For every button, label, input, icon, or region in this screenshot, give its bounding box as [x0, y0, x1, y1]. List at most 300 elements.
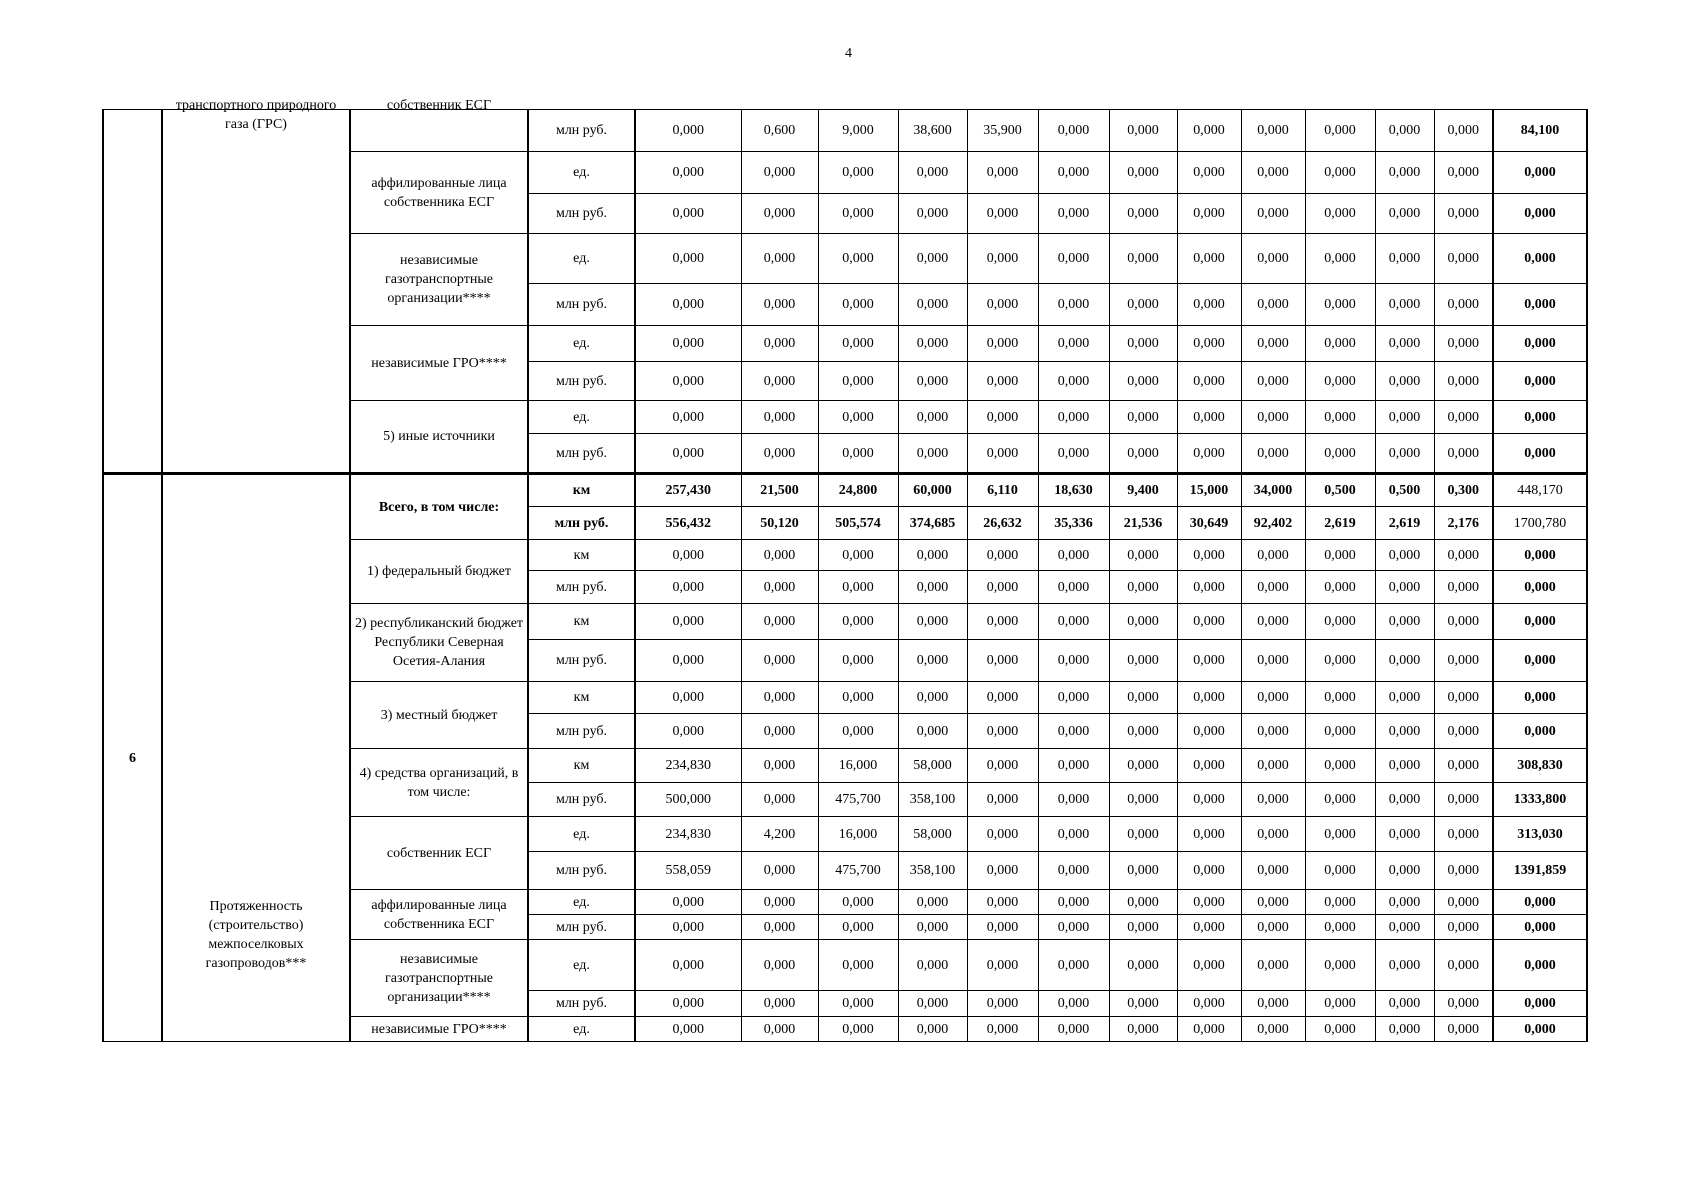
funding-source-cell: [350, 749, 528, 817]
value-cell: 0,000: [1305, 434, 1375, 474]
value-cell: 0,000: [818, 991, 898, 1017]
value-cell: 358,100: [898, 852, 967, 890]
value-cell: 0,000: [635, 284, 741, 326]
value-cell: 0,000: [1038, 604, 1109, 640]
value-cell: 0,000: [1305, 852, 1375, 890]
value-cell: 0,000: [898, 682, 967, 714]
value-cell: 0,000: [1434, 401, 1493, 434]
value-cell: 0,000: [818, 940, 898, 991]
value-cell: 0,000: [1038, 915, 1109, 940]
value-cell: 0,000: [1038, 401, 1109, 434]
value-cell: 0,000: [741, 234, 818, 284]
table-body: [103, 98, 1587, 1042]
value-cell: 50,120: [741, 507, 818, 540]
value-cell: 0,000: [818, 362, 898, 401]
value-cell: 26,632: [967, 507, 1038, 540]
value-cell: 0,000: [1305, 783, 1375, 817]
value-cell: 0,000: [1109, 714, 1177, 749]
value-cell: 0,000: [741, 991, 818, 1017]
value-cell: 0,000: [898, 604, 967, 640]
value-cell: 0,000: [898, 401, 967, 434]
value-cell: 0,000: [635, 915, 741, 940]
funding-source-cell: [350, 234, 528, 326]
value-cell: 0,000: [1434, 817, 1493, 852]
value-cell: 0,000: [1434, 152, 1493, 194]
value-cell: 0,000: [1109, 152, 1177, 194]
value-cell: 0,000: [1305, 540, 1375, 571]
value-cell: 0,000: [1109, 326, 1177, 362]
value-cell: 0,000: [1241, 194, 1305, 234]
unit-cell: ед.: [528, 1017, 635, 1042]
value-cell: 0,000: [967, 749, 1038, 783]
value-cell: 0,000: [1305, 714, 1375, 749]
value-cell: 0,000: [1109, 234, 1177, 284]
value-cell: 0,000: [1177, 571, 1241, 604]
value-cell: 0,000: [1241, 890, 1305, 915]
total-cell: 84,100: [1493, 110, 1587, 152]
value-cell: 0,000: [635, 326, 741, 362]
value-cell: 0,000: [1434, 540, 1493, 571]
funding-source: 4) средства организаций, в том числе:: [359, 765, 519, 800]
value-cell: 0,000: [635, 540, 741, 571]
unit-cell: ед.: [528, 234, 635, 284]
value-cell: 0,000: [1177, 890, 1241, 915]
funding-source-cell: [350, 540, 528, 604]
value-cell: 0,000: [967, 571, 1038, 604]
unit-cell: км: [528, 749, 635, 783]
value-cell: 0,000: [898, 234, 967, 284]
value-cell: 0,000: [741, 194, 818, 234]
value-cell: 0,000: [967, 284, 1038, 326]
value-cell: 0,000: [1375, 940, 1434, 991]
value-cell: 0,000: [1241, 940, 1305, 991]
value-cell: 358,100: [898, 783, 967, 817]
value-cell: 58,000: [898, 749, 967, 783]
value-cell: 34,000: [1241, 474, 1305, 507]
indicator-name: Протяженность (строительство) межпоселковых газопроводов***: [205, 899, 307, 971]
value-cell: 0,000: [1375, 234, 1434, 284]
value-cell: 0,000: [898, 915, 967, 940]
value-cell: 0,000: [898, 571, 967, 604]
value-cell: 0,000: [1434, 284, 1493, 326]
value-cell: 0,000: [818, 434, 898, 474]
value-cell: 0,000: [1241, 915, 1305, 940]
value-cell: 0,000: [1038, 991, 1109, 1017]
value-cell: 0,000: [1177, 783, 1241, 817]
unit-cell: км: [528, 540, 635, 571]
unit-cell: млн руб.: [528, 783, 635, 817]
value-cell: 0,000: [967, 234, 1038, 284]
value-cell: 0,000: [1305, 604, 1375, 640]
value-cell: 0,000: [1375, 604, 1434, 640]
value-cell: 374,685: [898, 507, 967, 540]
value-cell: 0,000: [818, 540, 898, 571]
value-cell: 0,000: [1241, 401, 1305, 434]
total-cell: 308,830: [1493, 749, 1587, 783]
value-cell: 0,000: [741, 362, 818, 401]
value-cell: 0,000: [1038, 326, 1109, 362]
value-cell: 0,000: [1109, 1017, 1177, 1042]
funding-source: 2) республиканский бюджет Республики Северная Осетия-Алания: [354, 616, 524, 669]
total-cell: 0,000: [1493, 194, 1587, 234]
value-cell: 0,000: [1434, 749, 1493, 783]
value-cell: 0,000: [898, 991, 967, 1017]
value-cell: 0,000: [1375, 783, 1434, 817]
value-cell: 0,000: [635, 640, 741, 682]
value-cell: 0,000: [967, 852, 1038, 890]
value-cell: 0,000: [818, 284, 898, 326]
value-cell: 0,000: [1038, 434, 1109, 474]
funding-source: независимые ГРО****: [371, 355, 507, 371]
value-cell: 0,000: [1177, 284, 1241, 326]
value-cell: 0,000: [741, 640, 818, 682]
value-cell: 0,000: [1038, 540, 1109, 571]
value-cell: 0,000: [967, 152, 1038, 194]
value-cell: 0,000: [1375, 110, 1434, 152]
value-cell: 0,000: [818, 571, 898, 604]
unit-cell: ед.: [528, 152, 635, 194]
unit-cell: ед.: [528, 401, 635, 434]
value-cell: 2,176: [1434, 507, 1493, 540]
value-cell: 0,000: [1038, 783, 1109, 817]
unit-cell: ед.: [528, 940, 635, 991]
value-cell: 0,000: [635, 401, 741, 434]
unit-cell: млн руб.: [528, 362, 635, 401]
value-cell: 0,000: [1305, 571, 1375, 604]
unit-cell: км: [528, 682, 635, 714]
value-cell: 0,000: [1305, 326, 1375, 362]
total-cell: 0,000: [1493, 940, 1587, 991]
unit-cell: млн руб.: [528, 852, 635, 890]
value-cell: 0,000: [967, 817, 1038, 852]
total-cell: 0,000: [1493, 234, 1587, 284]
value-cell: 0,000: [898, 326, 967, 362]
value-cell: 0,000: [1038, 362, 1109, 401]
value-cell: 0,000: [1305, 682, 1375, 714]
funding-source-cell: [350, 474, 528, 540]
value-cell: 0,000: [1241, 640, 1305, 682]
value-cell: 0,000: [635, 991, 741, 1017]
value-cell: 0,000: [967, 604, 1038, 640]
value-cell: 0,000: [741, 401, 818, 434]
funding-source-cell: [350, 1017, 528, 1042]
value-cell: 0,000: [635, 682, 741, 714]
value-cell: 0,000: [898, 890, 967, 915]
item-number-cell: [103, 110, 162, 474]
value-cell: 0,000: [1177, 234, 1241, 284]
value-cell: 0,000: [635, 571, 741, 604]
value-cell: 30,649: [1177, 507, 1241, 540]
value-cell: 0,000: [1241, 682, 1305, 714]
value-cell: 0,000: [1177, 1017, 1241, 1042]
value-cell: 0,000: [967, 714, 1038, 749]
total-cell: 0,000: [1493, 682, 1587, 714]
value-cell: 0,000: [967, 540, 1038, 571]
value-cell: 0,000: [1375, 890, 1434, 915]
value-cell: 0,000: [1434, 940, 1493, 991]
value-cell: 16,000: [818, 749, 898, 783]
value-cell: 0,000: [1038, 152, 1109, 194]
value-cell: 0,000: [1375, 991, 1434, 1017]
value-cell: 0,300: [1434, 474, 1493, 507]
value-cell: 0,000: [967, 682, 1038, 714]
total-cell: 0,000: [1493, 362, 1587, 401]
value-cell: 0,000: [1375, 401, 1434, 434]
value-cell: 0,000: [1375, 194, 1434, 234]
investment-table: [102, 98, 1588, 1042]
value-cell: 0,000: [1305, 284, 1375, 326]
unit-cell: км: [528, 474, 635, 507]
value-cell: 16,000: [818, 817, 898, 852]
value-cell: 0,000: [898, 940, 967, 991]
value-cell: 0,000: [1434, 362, 1493, 401]
value-cell: 0,000: [1109, 604, 1177, 640]
value-cell: 0,000: [1038, 940, 1109, 991]
indicator-cell: [162, 474, 350, 1042]
unit-cell: млн руб.: [528, 714, 635, 749]
investment-table-wrapper: [102, 98, 1586, 1115]
value-cell: 0,000: [1109, 540, 1177, 571]
value-cell: 0,000: [1375, 434, 1434, 474]
value-cell: 0,000: [741, 434, 818, 474]
value-cell: 0,000: [1109, 640, 1177, 682]
value-cell: 0,000: [1375, 362, 1434, 401]
value-cell: 0,000: [1038, 714, 1109, 749]
funding-source: 5) иные источники: [383, 429, 495, 444]
value-cell: 0,000: [1305, 940, 1375, 991]
total-cell: 0,000: [1493, 401, 1587, 434]
value-cell: 0,000: [818, 401, 898, 434]
value-cell: 0,000: [1241, 714, 1305, 749]
funding-source-cell: [350, 401, 528, 474]
value-cell: 0,000: [1375, 1017, 1434, 1042]
value-cell: 0,000: [898, 714, 967, 749]
funding-source: собственник ЕСГ: [386, 845, 492, 861]
value-cell: 0,000: [1434, 326, 1493, 362]
total-cell: 0,000: [1493, 915, 1587, 940]
value-cell: 0,000: [818, 915, 898, 940]
funding-source: аффилированные лица собственника ЕСГ: [371, 897, 507, 932]
total-cell: 0,000: [1493, 1017, 1587, 1042]
value-cell: 0,000: [1177, 817, 1241, 852]
value-cell: 0,000: [1038, 817, 1109, 852]
value-cell: 0,000: [1241, 234, 1305, 284]
value-cell: 0,000: [1305, 1017, 1375, 1042]
value-cell: 0,000: [1434, 783, 1493, 817]
value-cell: 0,000: [1375, 714, 1434, 749]
value-cell: 0,000: [1434, 915, 1493, 940]
value-cell: 0,000: [967, 940, 1038, 991]
value-cell: 0,000: [1177, 940, 1241, 991]
value-cell: 0,000: [967, 194, 1038, 234]
value-cell: 0,000: [1038, 640, 1109, 682]
value-cell: 0,000: [1375, 817, 1434, 852]
value-cell: 15,000: [1177, 474, 1241, 507]
value-cell: 0,000: [1305, 915, 1375, 940]
funding-source-cell: [350, 890, 528, 940]
value-cell: 0,000: [1177, 152, 1241, 194]
total-cell: 1333,800: [1493, 783, 1587, 817]
unit-cell: млн руб.: [528, 507, 635, 540]
value-cell: 6,110: [967, 474, 1038, 507]
value-cell: 0,000: [1305, 749, 1375, 783]
value-cell: 0,000: [1434, 110, 1493, 152]
value-cell: 0,000: [898, 434, 967, 474]
funding-source: 3) местный бюджет: [380, 707, 498, 723]
value-cell: 0,000: [1177, 714, 1241, 749]
value-cell: 0,000: [898, 284, 967, 326]
value-cell: 0,000: [1241, 110, 1305, 152]
value-cell: 4,200: [741, 817, 818, 852]
value-cell: 475,700: [818, 852, 898, 890]
value-cell: 0,000: [1109, 284, 1177, 326]
value-cell: 0,000: [1109, 571, 1177, 604]
total-cell: 0,000: [1493, 991, 1587, 1017]
value-cell: 0,000: [1109, 682, 1177, 714]
value-cell: 0,000: [1434, 434, 1493, 474]
value-cell: 234,830: [635, 749, 741, 783]
value-cell: 0,000: [1305, 401, 1375, 434]
value-cell: 0,000: [741, 783, 818, 817]
value-cell: 0,000: [818, 682, 898, 714]
value-cell: 0,000: [1241, 991, 1305, 1017]
indicator-cut-text: транспортного природного: [175, 98, 337, 113]
funding-source-cell: [350, 940, 528, 1017]
total-cell: 0,000: [1493, 434, 1587, 474]
value-cell: 0,000: [967, 434, 1038, 474]
value-cell: 0,000: [1177, 540, 1241, 571]
value-cell: 0,000: [1177, 401, 1241, 434]
funding-source: собственник ЕСГ: [386, 98, 492, 113]
value-cell: 0,000: [1038, 749, 1109, 783]
unit-cell: млн руб.: [528, 194, 635, 234]
value-cell: 257,430: [635, 474, 741, 507]
value-cell: 0,000: [1241, 749, 1305, 783]
value-cell: 0,000: [1109, 940, 1177, 991]
value-cell: 0,000: [635, 152, 741, 194]
funding-source: независимые газотранспортные организации****: [385, 951, 493, 1005]
value-cell: 0,000: [741, 915, 818, 940]
value-cell: 0,000: [741, 571, 818, 604]
value-cell: 0,000: [1177, 915, 1241, 940]
value-cell: 0,000: [635, 194, 741, 234]
value-cell: 0,600: [741, 110, 818, 152]
value-cell: 21,536: [1109, 507, 1177, 540]
value-cell: 0,000: [1434, 852, 1493, 890]
value-cell: 0,000: [1375, 284, 1434, 326]
value-cell: 0,000: [741, 152, 818, 194]
value-cell: 0,000: [1434, 604, 1493, 640]
value-cell: 0,000: [1305, 234, 1375, 284]
value-cell: 0,000: [1177, 682, 1241, 714]
value-cell: 556,432: [635, 507, 741, 540]
value-cell: 475,700: [818, 783, 898, 817]
funding-source-cell: [350, 326, 528, 401]
value-cell: 0,000: [1109, 110, 1177, 152]
value-cell: 0,000: [898, 1017, 967, 1042]
value-cell: 0,000: [741, 284, 818, 326]
unit-cell: ед.: [528, 817, 635, 852]
total-cell: 0,000: [1493, 604, 1587, 640]
value-cell: 0,000: [1038, 571, 1109, 604]
value-cell: 0,000: [1434, 682, 1493, 714]
table-row: [103, 110, 1587, 152]
value-cell: 0,000: [1241, 152, 1305, 194]
value-cell: 0,000: [967, 401, 1038, 434]
indicator-name: газа (ГРС): [225, 117, 287, 132]
funding-source: 1) федеральный бюджет: [366, 564, 511, 579]
unit-cell: млн руб.: [528, 640, 635, 682]
value-cell: 0,000: [1305, 890, 1375, 915]
value-cell: 0,000: [1305, 991, 1375, 1017]
funding-source-cell: [350, 817, 528, 890]
value-cell: 0,500: [1375, 474, 1434, 507]
value-cell: 0,000: [1109, 817, 1177, 852]
funding-source-cell: [350, 152, 528, 234]
value-cell: 0,000: [1241, 284, 1305, 326]
value-cell: 0,000: [635, 890, 741, 915]
funding-source: независимые газотранспортные организации****: [385, 253, 493, 306]
value-cell: 0,000: [741, 326, 818, 362]
value-cell: 0,000: [1241, 434, 1305, 474]
unit-cell: млн руб.: [528, 991, 635, 1017]
value-cell: 0,000: [1375, 571, 1434, 604]
value-cell: 0,000: [1305, 152, 1375, 194]
value-cell: 0,000: [1038, 852, 1109, 890]
table-row: [103, 474, 1587, 507]
value-cell: 0,000: [635, 362, 741, 401]
value-cell: 0,000: [1241, 362, 1305, 401]
value-cell: 0,000: [1109, 434, 1177, 474]
total-cell: 448,170: [1493, 474, 1587, 507]
value-cell: 0,000: [967, 915, 1038, 940]
funding-source: Всего, в том числе:: [378, 499, 500, 515]
value-cell: 0,000: [1177, 326, 1241, 362]
value-cell: 0,000: [1241, 783, 1305, 817]
value-cell: 2,619: [1375, 507, 1434, 540]
value-cell: 0,000: [1305, 194, 1375, 234]
unit-cell: ед.: [528, 890, 635, 915]
value-cell: 0,000: [1434, 234, 1493, 284]
value-cell: 0,000: [1305, 362, 1375, 401]
page-number: 4: [845, 46, 852, 61]
value-cell: 0,000: [1434, 194, 1493, 234]
value-cell: 58,000: [898, 817, 967, 852]
item-number-cell: [103, 474, 162, 1042]
value-cell: 0,000: [1434, 1017, 1493, 1042]
value-cell: 0,000: [1109, 749, 1177, 783]
value-cell: 0,000: [1109, 890, 1177, 915]
value-cell: 0,000: [741, 749, 818, 783]
value-cell: 0,000: [1241, 604, 1305, 640]
value-cell: 0,000: [818, 326, 898, 362]
value-cell: 0,000: [1305, 640, 1375, 682]
unit-cell: км: [528, 604, 635, 640]
value-cell: 0,000: [1241, 852, 1305, 890]
value-cell: 0,000: [1434, 714, 1493, 749]
total-cell: 0,000: [1493, 571, 1587, 604]
value-cell: 0,000: [1109, 915, 1177, 940]
value-cell: 38,600: [898, 110, 967, 152]
value-cell: 0,000: [1241, 540, 1305, 571]
total-cell: 0,000: [1493, 284, 1587, 326]
value-cell: 0,000: [741, 890, 818, 915]
value-cell: 0,000: [1109, 194, 1177, 234]
value-cell: 0,000: [1305, 817, 1375, 852]
value-cell: 0,000: [635, 234, 741, 284]
total-cell: 0,000: [1493, 326, 1587, 362]
value-cell: 35,336: [1038, 507, 1109, 540]
